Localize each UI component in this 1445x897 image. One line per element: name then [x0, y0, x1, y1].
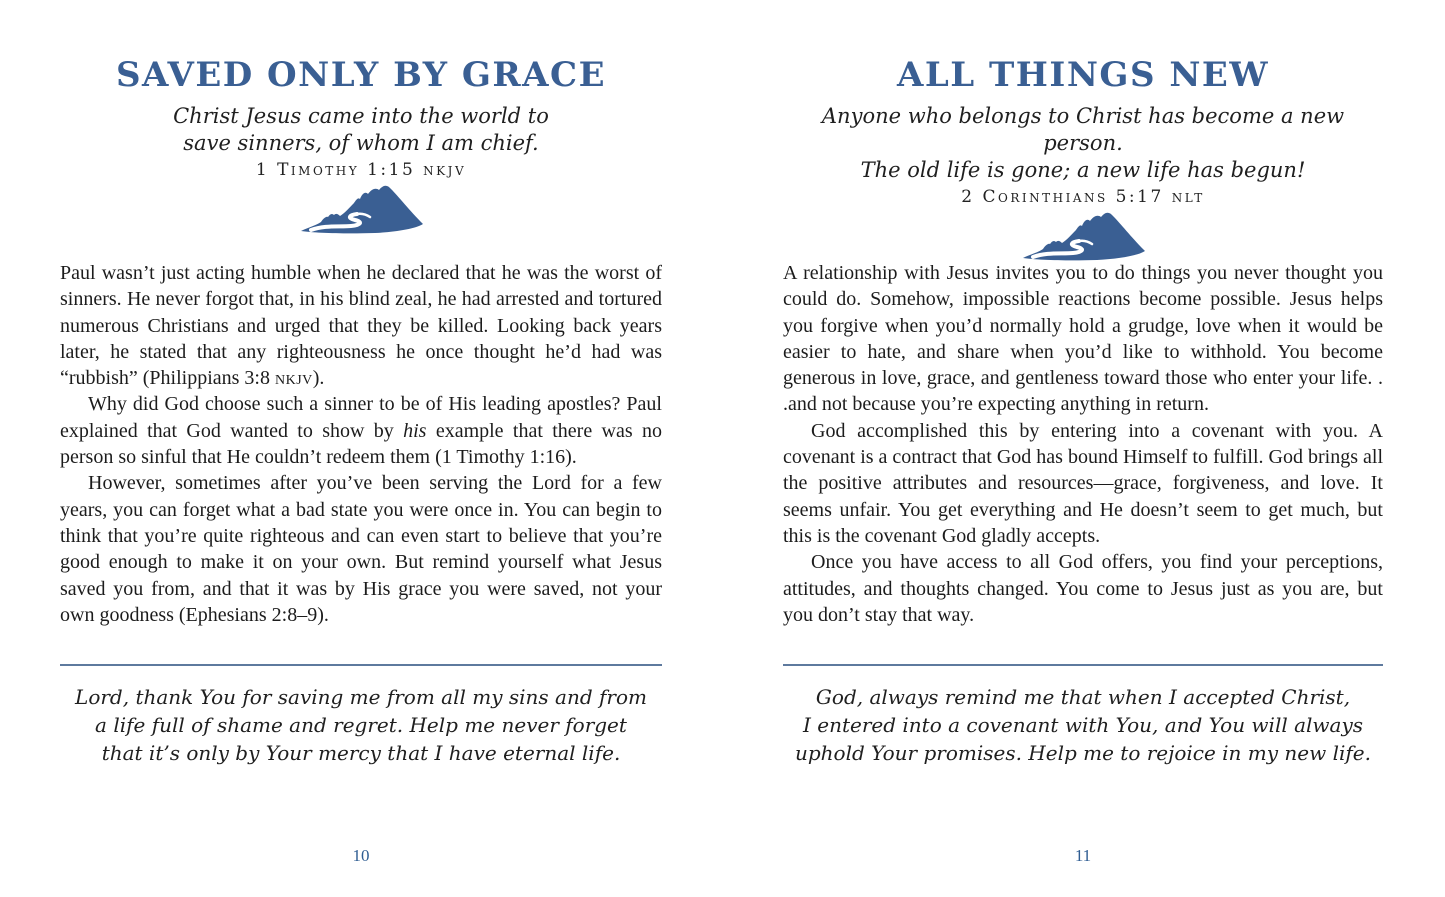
prayer-line: God, always remind me that when I accepted Christ,: [815, 685, 1351, 709]
paragraph: Why did God choose such a sinner to be of His leading apostles? Paul explained that God wanted to show by his example that there was no person so sinful that He couldn’t redeem them (1 Timothy 1:16).: [60, 393, 662, 469]
divider: [60, 664, 662, 666]
prayer: [783, 683, 1383, 767]
paragraph: Paul wasn’t just acting humble when he declared that he was the worst of sinners. He never forgot that, in his blind zeal, he had arrested and tortured numerous Christians and urged that they be killed. Looking back years later, he stated that any righteousness he once thought he’d had was “rubbish” (Philippians 3:8 nkjv).: [60, 262, 662, 390]
prayer-line: Lord, thank You for saving me from all my sins and from: [75, 685, 647, 709]
epigraph: [783, 103, 1383, 184]
epigraph-line: Christ Jesus came into the world to: [173, 104, 549, 128]
page-header: [783, 0, 1383, 252]
page-header: [60, 0, 662, 252]
body-text: [783, 260, 1383, 664]
mountain-road-icon: [60, 182, 662, 238]
scripture-reference: 2 Corinthians 5:17 nlt: [961, 187, 1205, 207]
mountain-road-icon: [783, 209, 1383, 265]
paragraph: However, sometimes after you’ve been serving the Lord for a few years, you can forget what a bad state you were once in. You can begin to think that you’re quite righteous and can even start to believe that you’re good enough to make it on your own. But remind yourself what Jesus saved you from, and that it was by His grace you were saved, not your own goodness (Ephesians 2:8–9).: [60, 472, 662, 626]
page-title: ALL THINGS NEW: [896, 55, 1270, 95]
epigraph: [60, 103, 662, 157]
divider: [783, 664, 1383, 666]
body-text: [60, 260, 662, 664]
prayer: [60, 683, 662, 767]
prayer-line: a life full of shame and regret. Help me never forget: [95, 713, 627, 737]
page-right: [783, 0, 1383, 897]
epigraph-line: The old life is gone; a new life has begun!: [860, 158, 1306, 182]
paragraph: God accomplished this by entering into a covenant with you. A covenant is a contract that God has bound Himself to fulfill. God brings all the positive attributes and resources—grace, forgiveness, and love. It seems unfair. You get everything and He doesn’t seem to get much, but this is the covenant God gladly accepts.: [783, 419, 1383, 547]
prayer-line: I entered into a covenant with You, and You will always: [802, 713, 1364, 737]
page-number: 11: [1074, 846, 1092, 865]
page-title: SAVED ONLY BY GRACE: [115, 55, 606, 95]
epigraph-line: save sinners, of whom I am chief.: [183, 131, 539, 155]
page-left: [60, 0, 662, 897]
epigraph-line: Anyone who belongs to Christ has become a new person.: [821, 104, 1345, 155]
page-number: 10: [352, 846, 370, 865]
paragraph: A relationship with Jesus invites you to do things you never thought you could do. Somehow, impossible reactions become possible. Jesus helps you forgive when you’d normally hold a grudge, love when it would be easier to hate, and share when you’d like to withhold. You become generous in love, grace, and gentleness toward those who enter your life. . .and not because you’re expecting anything in return.: [783, 262, 1383, 416]
scripture-reference: 1 Timothy 1:15 nkjv: [255, 160, 467, 180]
paragraph: Once you have access to all God offers, you find your perceptions, attitudes, and thoughts changed. You come to Jesus just as you are, but you don’t stay that way.: [783, 551, 1383, 626]
prayer-line: uphold Your promises. Help me to rejoice in my new life.: [794, 741, 1371, 765]
prayer-line: that it’s only by Your mercy that I have eternal life.: [101, 741, 621, 765]
